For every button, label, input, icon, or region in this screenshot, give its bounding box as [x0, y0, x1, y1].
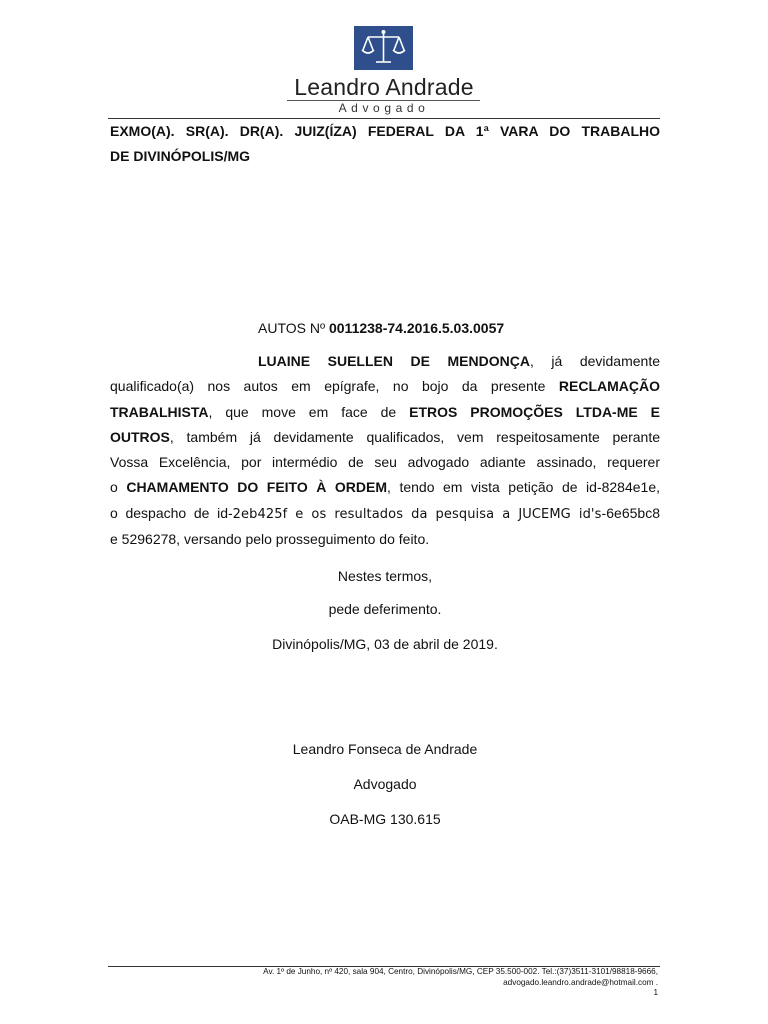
body-line-6: o CHAMAMENTO DO FEITO À ORDEM, tendo em vista petição de id-8284e1e,: [110, 479, 661, 496]
case-number-line: [258, 316, 504, 341]
request-title: CHAMAMENTO DO FEITO À ORDEM: [126, 479, 388, 496]
body-line-4: OUTROS, também já devidamente qualificados, vem respeitosamente perante: [110, 428, 660, 445]
addressee-line-2: DE DIVINÓPOLIS/MG: [110, 148, 251, 164]
letterhead-name: Leandro Andrade: [294, 74, 474, 100]
place-and-date: Divinópolis/MG, 03 de abril de 2019.: [272, 636, 498, 652]
body-line-8: e 5296278, versando pelo prosseguimento do feito.: [110, 531, 430, 548]
scales-of-justice-icon: [354, 26, 413, 70]
action-type-2: TRABALHISTA: [110, 403, 209, 420]
defendant-others: OUTROS: [110, 428, 170, 445]
oab-number: OAB-MG 130.615: [329, 811, 441, 827]
page-number: 1: [653, 988, 658, 997]
body-line-2: qualificado(a) nos autos em epígrafe, no bojo da presente RECLAMAÇÃO: [110, 378, 660, 395]
footer-address: Av. 1º de Junho, nº 420, sala 904, Centro, Divinópolis/MG, CEP 35.500-002. Tel.:(37)3511-3101/98818-9666,: [263, 967, 658, 976]
addressee-line-1: EXMO(A). SR(A). DR(A). JUIZ(ÍZA) FEDERAL DA 1ª VARA DO TRABALHO: [110, 123, 660, 139]
plaintiff-name: LUAINE SUELLEN DE MENDONÇA: [258, 353, 530, 369]
body-line-7: o despacho de id-2eb425f e os resultados da pesquisa a JUCEMG id's-6e65bc8: [110, 504, 660, 522]
body-line-1: LUAINE SUELLEN DE MENDONÇA, já devidamente: [258, 353, 660, 369]
case-number-label: AUTOS Nº: [258, 320, 326, 336]
body-line-5: Vossa Excelência, por intermédio de seu advogado adiante assinado, requerer: [110, 454, 660, 471]
footer-email: advogado.leandro.andrade@hotmail.com .: [503, 977, 658, 987]
body-line-3: TRABALHISTA, que move em face de ETROS PROMOÇÕES LTDA-ME E: [110, 403, 660, 420]
closing-line-1: Nestes termos,: [337, 568, 433, 584]
addressee-block: [110, 119, 660, 169]
defendant-name: ETROS PROMOÇÕES LTDA-ME E: [409, 403, 660, 420]
signatory-name: Leandro Fonseca de Andrade: [292, 741, 478, 757]
case-number: 0011238-74.2016.5.03.0057: [328, 320, 505, 336]
petition-body: [110, 349, 660, 552]
signatory-title: Advogado: [353, 776, 417, 792]
closing-line-2: pede deferimento.: [328, 601, 442, 617]
letterhead-subtitle: Advogado: [338, 101, 430, 115]
footer: [110, 967, 658, 999]
action-type-1: RECLAMAÇÃO: [558, 378, 660, 395]
